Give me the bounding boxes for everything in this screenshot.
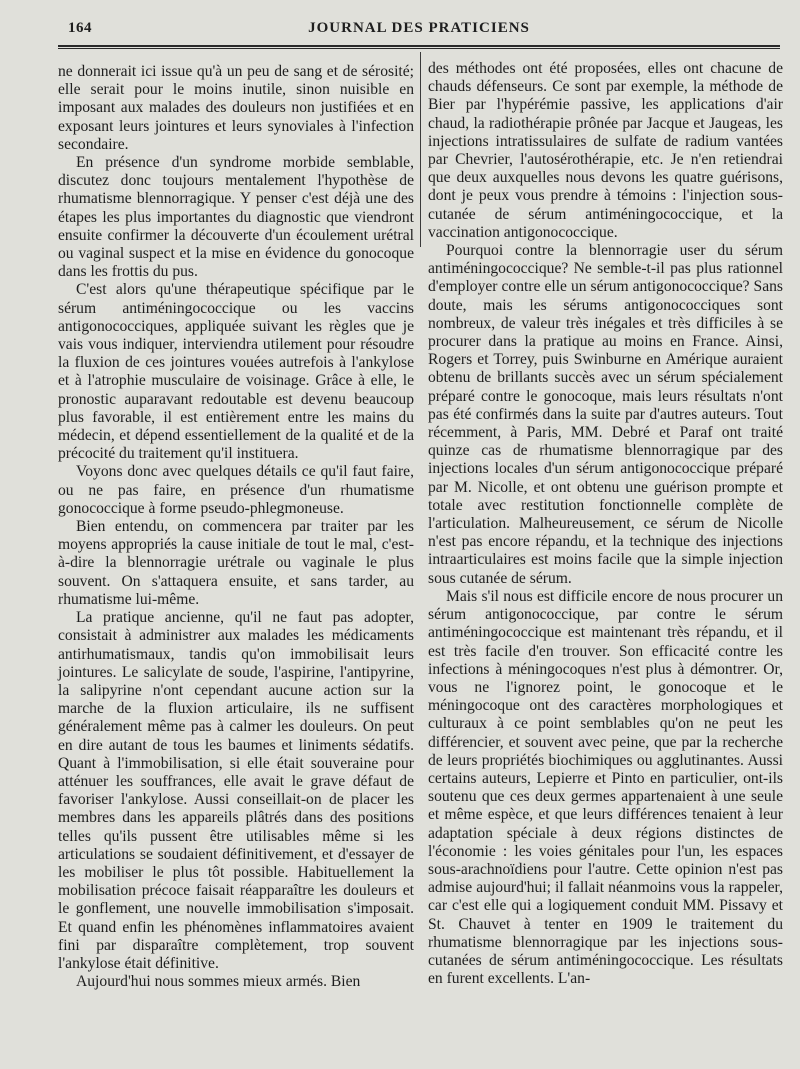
paragraph: Pourquoi contre la blennorragie user du sérum antiméningococcique? Ne semble-t-il pas plus rationnel d'employer contre elle un sérum antigonococcique? Sans doute, mais les sérums antigonococciques sont nombreux, de valeur très inégales et très difficiles à se procurer dans la pratique au moins en France. Ainsi, Rogers et Torrey, puis Swinburne en Amérique auraient obtenu de brillants succès avec un sérum spécialement préparé contre le gonocoque, mais leurs résultats n'ont pas été confirmés dans la suite par d'autres auteurs. Tout récemment, à Paris, MM. Debré et Paraf ont traité quinze cas de rhumatisme blennorragique par des injections locales d'un sérum antigonococcique préparé par M. Nicolle, et ont obtenu une guérison prompte et totale avec restitution fonctionnelle complète de l'articulation. Malheureusement, ce sérum de Nicolle n'est pas encore répandu, et la technique des injections intraarticulaires est moins facile que la simple injection sous cutanée de sérum. xyxy=(428,242,783,587)
header-rule xyxy=(58,45,780,49)
paragraph: En présence d'un syndrome morbide semblable, discutez donc toujours mentalement l'hypothèse de rhumatisme blennorragique. Y penser c'est déjà une des étapes les plus importantes du diagnostic que viendront ensuite confirmer la découverte d'un écoulement urétral ou vaginal suspect et la mise en évidence du gonocoque dans les frottis du pus. xyxy=(58,154,414,281)
right-column xyxy=(428,60,783,988)
left-column xyxy=(58,63,414,991)
paragraph: Aujourd'hui nous sommes mieux armés. Bien xyxy=(76,973,361,991)
paragraph: Mais s'il nous est difficile encore de nous procurer un sérum antigonococcique, par contre le sérum antiméningococcique est maintenant très répandu, et il est très facile d'en trouver. Son efficacité contre les infections à méningocoques n'est plus à démontrer. Or, vous ne l'ignorez point, le gonocoque et le méningocoque ont des caractères morphologiques et culturaux à ce point semblables qu'on ne peut les différencier, et souvent avec peine, que par la recherche de leurs propriétés biochimiques ou agglutinantes. Aussi certains auteurs, Lepierre et Pinto en particulier, ont-ils soutenu que ces deux germes appartenaient à une seule et même espèce, et que leurs différences tenaient à leur adaptation spéciale à deux régions distinctes de l'économie : les voies génitales pour l'un, les espaces sous-arachnoïdiens pour l'autre. Cette opinion n'est pas admise aujourd'hui; il fallait néanmoins vous la rappeler, car c'est elle qui a logiquement conduit MM. Pissavy et St. Chauvet à tenter en 1909 le traitement du rhumatisme blennorragique par les injections sous-cutanées de sérum antiméningococcique. Les résultats en furent excellents. L'an- xyxy=(428,587,783,988)
paragraph: ne donnerait ici issue qu'à un peu de sang et de sérosité; elle serait pour le moins inutile, sinon nuisible en imposant aux malades des douleurs non justifiées et en exposant leurs jointures et leurs synoviales à l'infection secondaire. xyxy=(58,63,414,153)
paragraph: C'est alors qu'une thérapeutique spécifique par le sérum antiméningococcique ou les vaccins antigonococciques, appliquée suivant les règles que je vais vous indiquer, interviendra utilement pour résoudre la fluxion de ces jointures vouées autrefois à l'ankylose et à l'atrophie musculaire de voisinage. Grâce à elle, le pronostic auparavant redoutable est devenu beaucoup plus favorable, il est entièrement entre les mains du médecin, et dépend essentiellement de la qualité et de la précocité du traitement qu'il instituera. xyxy=(58,281,414,463)
page-header xyxy=(58,18,780,44)
column-divider xyxy=(420,52,421,247)
paragraph: Bien entendu, on commencera par traiter par les moyens appropriés la cause initiale de tout le mal, c'est-à-dire la blennorragie urétrale ou vaginale le plus souvent. On s'attaquera ensuite, et sans tarder, au rhumatisme lui-même. xyxy=(58,518,414,608)
paragraph: des méthodes ont été proposées, elles ont chacune de chauds défenseurs. Ce sont par exemple, la méthode de Bier par l'hypérémie passive, les applications d'air chaud, la radiothérapie prônée par Jacque et Jaugeas, les injections intratissulaires de sulfate de radium vantées par Chevrier, l'autosérothérapie, etc. Je n'en retiendrai que deux auxquelles nous devons les quatre guérisons, dont je peux vous prendre à témoins : l'injection sous-cutanée de sérum antiméningococcique, et la vaccination antigonococcique. xyxy=(428,60,783,241)
paragraph: Voyons donc avec quelques détails ce qu'il faut faire, ou ne pas faire, en présence d'un rhumatisme gonococcique à forme pseudo-phlegmoneuse. xyxy=(58,463,414,517)
paragraph: La pratique ancienne, qu'il ne faut pas adopter, consistait à administrer aux malades les médicaments antirhumatismaux, tandis qu'on immobilisait leurs jointures. Le salicylate de soude, l'aspirine, l'antipyrine, la salipyrine n'ont cependant aucune action sur la marche de la fluxion articulaire, ils ne suffisent généralement même pas à calmer les douleurs. On peut en dire autant de tous les baumes et liniments sédatifs. Quant à l'immobilisation, si elle était souveraine pour atténuer les souffrances, elle avait le grave défaut de favoriser l'ankylose. Aussi conseillait-on de placer les membres dans les appareils plâtrés dans des positions telles qu'ils pussent être utilisables même si les articulations se soudaient définitivement, et d'essayer de les mobiliser le plus tôt possible. Habituellement la mobilisation précoce faisait réapparaître les douleurs et le gonflement, une nouvelle immobilisation s'imposait. Et quand enfin les phénomènes inflammatoires avaient fini par disparaître complètement, trop souvent l'ankylose était définitive. xyxy=(58,609,414,972)
journal-title: JOURNAL DES PRATICIENS xyxy=(308,20,530,36)
page-number: 164 xyxy=(68,20,92,36)
